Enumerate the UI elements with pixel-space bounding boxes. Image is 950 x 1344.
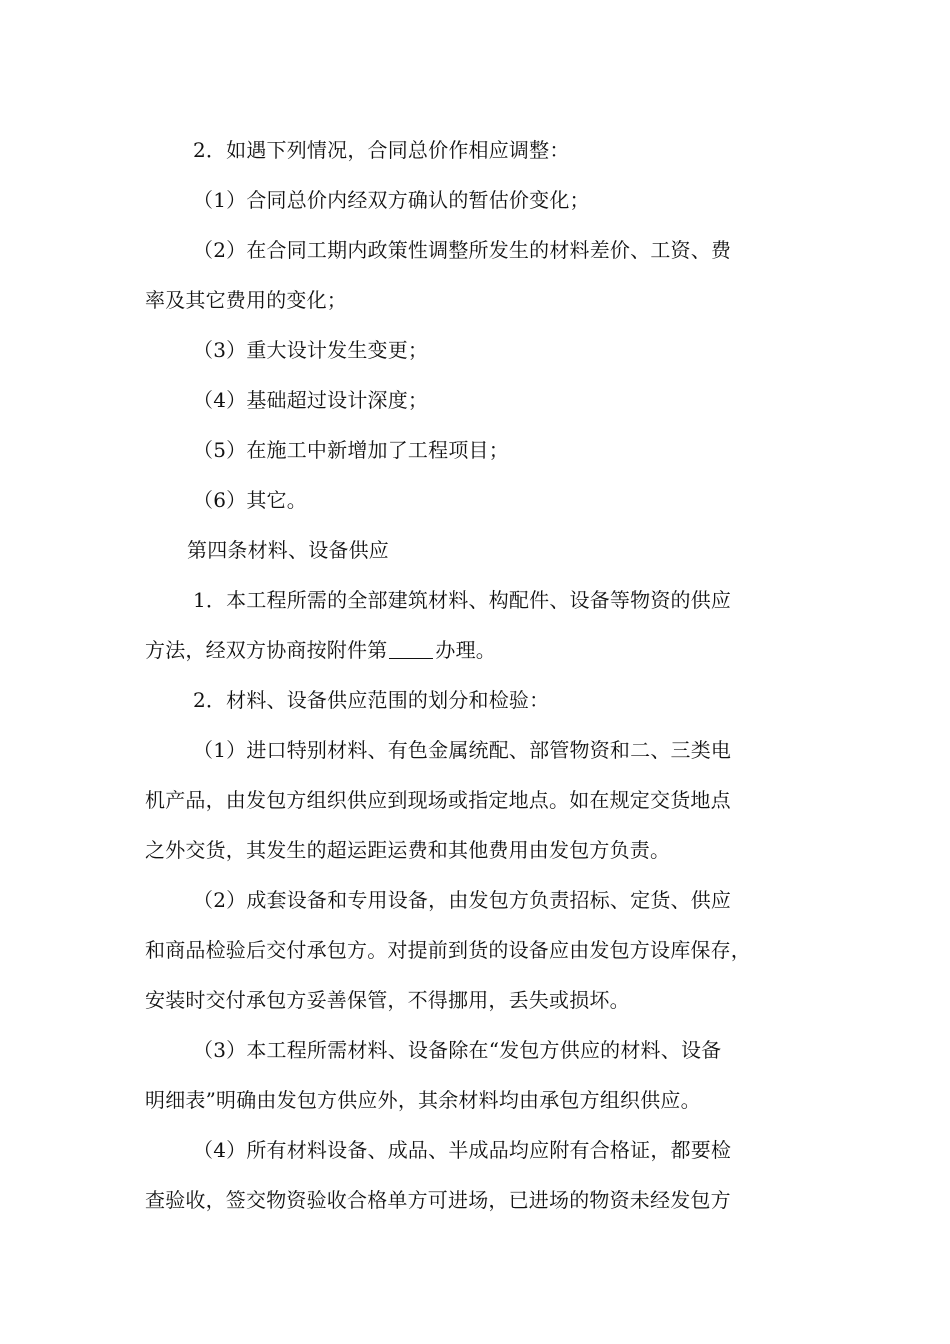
clause-1-supply-method: 1．本工程所需的全部建筑材料、构配件、设备等物资的供应 — [193, 588, 732, 612]
item-4-certificate-inspection-cont: 查验收，签交物资验收合格单方可进场，已进场的物资未经发包方 — [145, 1188, 731, 1212]
item-1-imported-materials-cont-1: 机产品，由发包方组织供应到现场或指定地点。如在规定交货地点 — [145, 788, 731, 812]
supply-method-prefix: 方法，经双方协商按附件第 — [145, 638, 388, 662]
item-3-design-change: （3）重大设计发生变更； — [193, 338, 429, 362]
item-4-certificate-inspection: （4）所有材料设备、成品、半成品均应附有合格证，都要检 — [193, 1138, 732, 1162]
item-1-provisional-sum: （1）合同总价内经双方确认的暂估价变化； — [193, 188, 590, 212]
clause-2-supply-scope: 2．材料、设备供应范围的划分和检验： — [193, 688, 550, 712]
item-3-contractor-supply-cont: 明细表”明确由发包方供应外，其余材料均由承包方组织供应。 — [145, 1088, 701, 1112]
item-4-foundation-depth: （4）基础超过设计深度； — [193, 388, 429, 412]
item-2-complete-equipment-cont-2: 安装时交付承包方妥善保管，不得挪用，丢失或损坏。 — [145, 988, 630, 1012]
supply-method-suffix: 办理。 — [435, 638, 497, 662]
item-3-contractor-supply: （3）本工程所需材料、设备除在“发包方供应的材料、设备 — [193, 1038, 722, 1062]
article-4-heading: 第四条材料、设备供应 — [187, 538, 389, 562]
clause-2-price-adjustment: 2．如遇下列情况，合同总价作相应调整： — [193, 138, 570, 162]
item-2-policy-adjustment-cont: 率及其它费用的变化； — [145, 288, 347, 312]
item-1-imported-materials: （1）进口特别材料、有色金属统配、部管物资和二、三类电 — [193, 738, 732, 762]
document-body — [145, 132, 810, 1232]
item-1-imported-materials-cont-2: 之外交货，其发生的超运距运费和其他费用由发包方负责。 — [145, 838, 671, 862]
clause-1-supply-method-cont — [145, 632, 810, 682]
item-6-other: （6）其它。 — [193, 488, 307, 512]
item-2-policy-adjustment: （2）在合同工期内政策性调整所发生的材料差价、工资、费 — [193, 238, 732, 262]
item-5-new-project: （5）在施工中新增加了工程项目； — [193, 438, 509, 462]
item-2-complete-equipment-cont-1: 和商品检验后交付承包方。对提前到货的设备应由发包方设库保存， — [145, 938, 751, 962]
annex-number-blank[interactable] — [389, 638, 433, 659]
item-2-complete-equipment: （2）成套设备和专用设备，由发包方负责招标、定货、供应 — [193, 888, 732, 912]
